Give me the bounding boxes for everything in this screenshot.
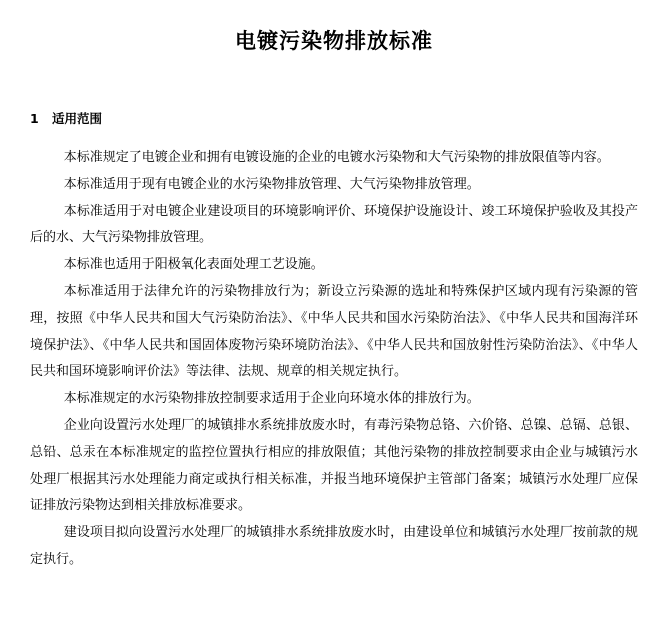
paragraph: 本标准规定的水污染物排放控制要求适用于企业向环境水体的排放行为。 xyxy=(63,391,480,407)
section-title: 适用范围 xyxy=(52,111,103,126)
document-title: 电镀污染物排放标准 xyxy=(235,29,433,53)
section-number: 1 xyxy=(30,111,39,126)
paragraph: 建设项目拟向设置污水处理厂的城镇排水系统排放废水时，由建设单位和城镇污水处理厂按前款的规定执行。 xyxy=(30,525,638,567)
paragraph: 本标准规定了电镀企业和拥有电镀设施的企业的电镀水污染物和大气污染物的排放限值等内容。 xyxy=(63,150,610,165)
paragraph: 企业向设置污水处理厂的城镇排水系统排放废水时，有毒污染物总铬、六价铬、总镍、总镉、总银、总铅、总汞在本标准规定的监控位置执行相应的排放限值；其他污染物的排放控制要求由企业与城镇污水处理厂根据其污水处理能力商定或执行相关标准，并报当地环境保护主管部门备案；城镇污水处理厂应保证排放污染物达到相关排放标准要求。 xyxy=(30,417,638,514)
document-body xyxy=(30,145,638,574)
paragraph: 本标准也适用于阳极氧化表面处理工艺设施。 xyxy=(63,257,324,273)
paragraph: 本标准适用于对电镀企业建设项目的环境影响评价、环境保护设施设计、竣工环境保护验收及其投产后的水、大气污染物排放管理。 xyxy=(30,203,638,246)
paragraph: 本标准适用于法律允许的污染物排放行为；新设立污染源的选址和特殊保护区域内现有污染源的管理，按照《中华人民共和国大气污染防治法》、《中华人民共和国水污染防治法》、《中华人民共和国海洋环境保护法》、《中华人民共和国固体废物污染环境防治法》、《中华人民共和国放射性污染防治法》、《中华人民共和国环境影响评价法》等法律、法规、规章的相关规定执行。 xyxy=(30,283,638,380)
section-heading xyxy=(30,110,102,128)
paragraph: 本标准适用于现有电镀企业的水污染物排放管理、大气污染物排放管理。 xyxy=(63,176,480,192)
